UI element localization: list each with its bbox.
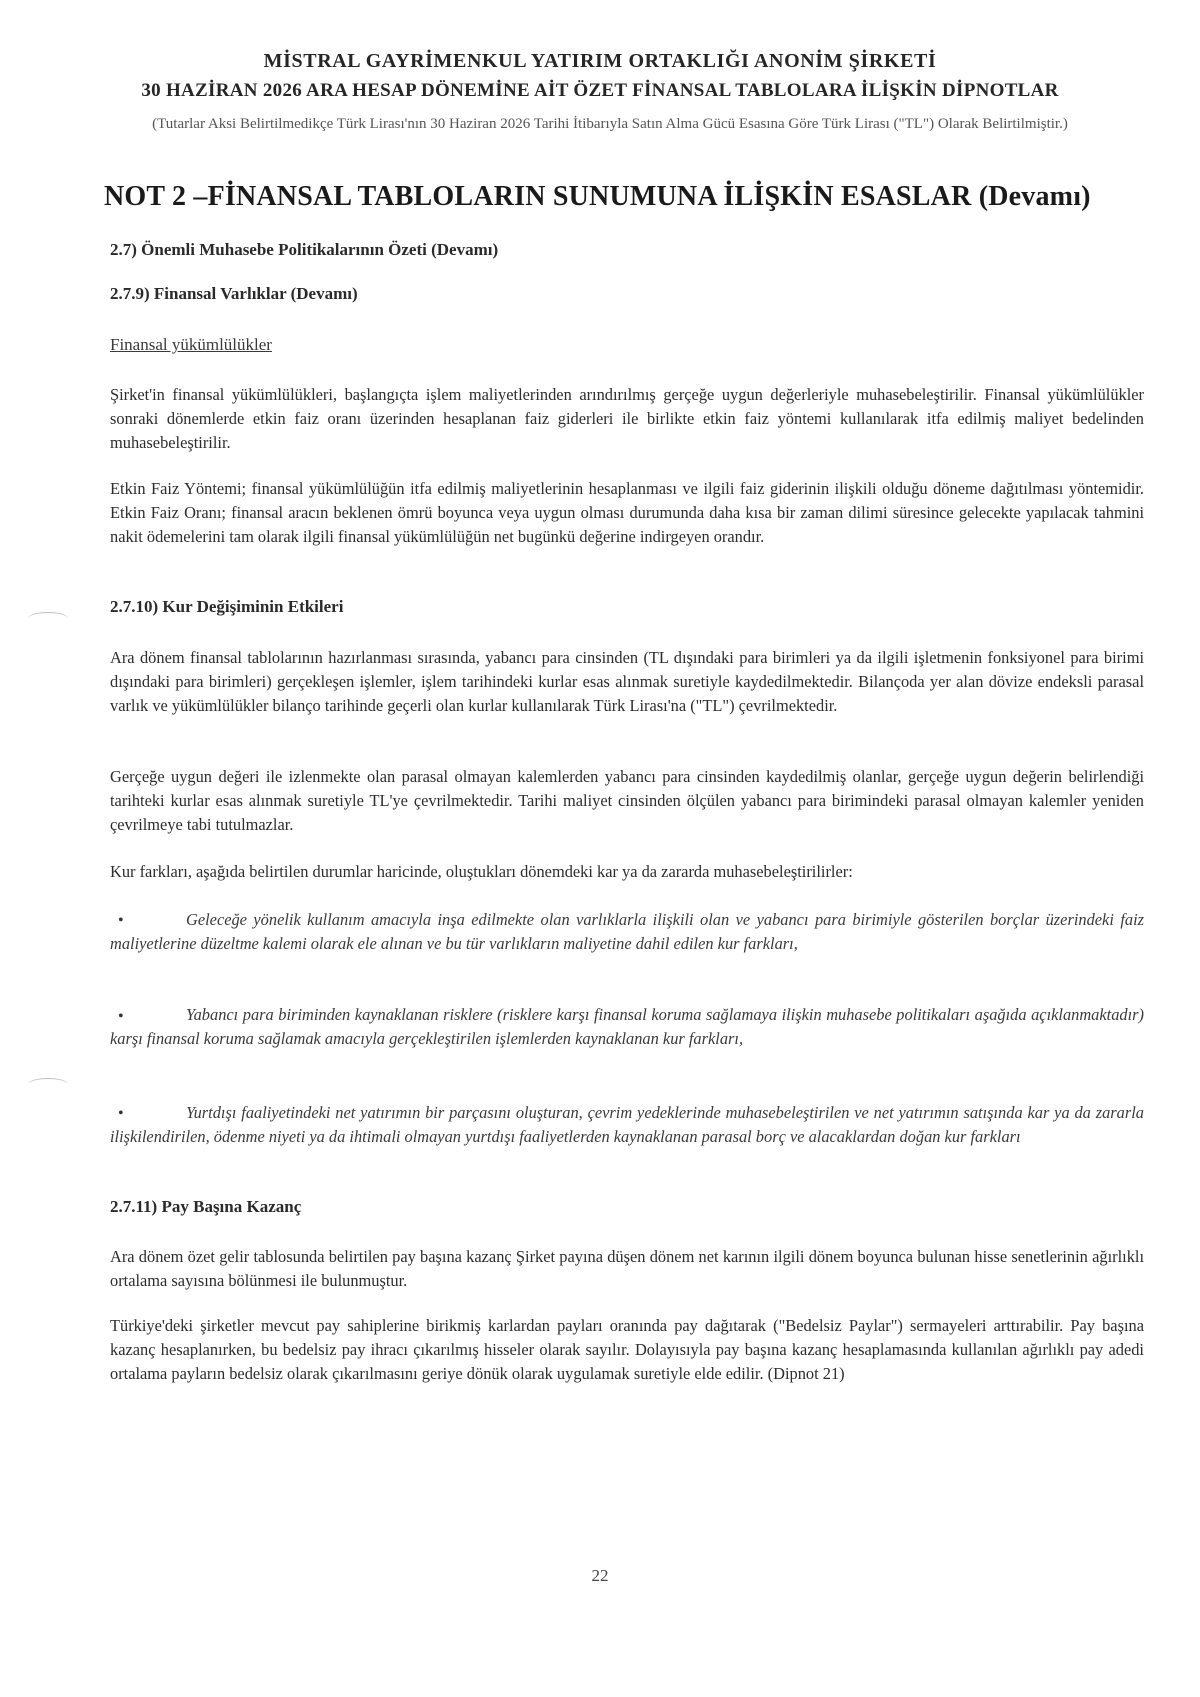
financial-liabilities-label: Finansal yükümlülükler xyxy=(110,335,272,354)
section-2-7-10-heading: 2.7.10) Kur Değişiminin Etkileri xyxy=(110,597,344,616)
paragraph-fx-nonmonetary: Gerçeğe uygun değeri ile izlenmekte olan parasal olmayan kalemlerden yabancı para cinsinden kaydedilmiş olanlar, gerçeğe uygun değerin belirlendiği tarihteki kurlar esas alınmak suretiyle TL'ye çevrilmektedir. Tarihi maliyet cinsinden ölçülen yabancı para birimindeki parasal olmayan kalemler yeniden çevrilmeye tabi tutulmazlar. xyxy=(110,767,1144,834)
section-2-7-9-heading: 2.7.9) Finansal Varlıklar (Devamı) xyxy=(110,284,358,303)
section-2-7-heading: 2.7) Önemli Muhasebe Politikalarının Özeti (Devamı) xyxy=(110,240,499,259)
paragraph-eps-calculation: Ara dönem özet gelir tablosunda belirtilen pay başına kazanç Şirket payına düşen dönem net karının ilgili dönem boyunca bulunan hisse senetlerinin ağırlıklı ortalama sayısına bölünmesi ile bulunmuştur. xyxy=(110,1247,1144,1290)
currency-note: (Tutarlar Aksi Belirtilmedikçe Türk Lirası'nın 30 Haziran 2026 Tarihi İtibarıyla Satın Alma Gücü Esasına Göre Türk Lirası ("TL") Olarak Belirtilmiştir.) xyxy=(152,116,1068,132)
bullet-3-icon: • xyxy=(118,1105,124,1122)
paragraph-fx-differences: Kur farkları, aşağıda belirtilen durumlar haricinde, oluştukları dönemdeki kar ya da zararda muhasebeleştirilirler: xyxy=(110,862,853,881)
bullet-2-icon: • xyxy=(118,1008,124,1025)
scan-mark xyxy=(28,612,68,625)
financial-liabilities-heading xyxy=(110,333,1144,357)
scan-mark xyxy=(28,1078,68,1091)
paragraph-financial-liabilities: Şirket'in finansal yükümlülükleri, başlangıçta işlem maliyetlerinden arındırılmış gerçeğe uygun değerleriyle muhasebeleştirilir. Finansal yükümlülükler sonraki dönemlerde etkin faiz oranı üzerinden hesaplanan faiz giderleri ile birlikte etkin faiz yöntemi kullanılarak itfa edilmiş maliyet bedelinden muhasebeleştirilir. xyxy=(110,385,1144,452)
section-2-7-11-heading: 2.7.11) Pay Başına Kazanç xyxy=(110,1197,302,1216)
bullet-1-text: Geleceğe yönelik kullanım amacıyla inşa edilmekte olan varlıklarla ilişkili olan ve yabancı para birimiyle gösterilen borçlar üzerindeki faiz maliyetlerine düzeltme kalemi olarak ele alınan ve bu tür varlıkların maliyetine dahil edilen kur farkları, xyxy=(110,910,1144,953)
paragraph-effective-interest: Etkin Faiz Yöntemi; finansal yükümlülüğün itfa edilmiş maliyetlerinin hesaplanması ve ilgili faiz giderinin ilişkili olduğu döneme dağıtılması yöntemidir. Etkin Faiz Oranı; finansal aracın beklenen ömrü boyunca veya uygun olması durumunda daha kısa bir zaman dilimi süresince gelecekte yapılacak tahmini nakit ödemelerini tam olarak ilgili finansal yükümlülüğün net bugünkü değerine indirgeyen orandır. xyxy=(110,479,1144,546)
report-subtitle: 30 HAZİRAN 2026 ARA HESAP DÖNEMİNE AİT ÖZET FİNANSAL TABLOLARA İLİŞKİN DİPNOTLAR xyxy=(141,80,1059,101)
note-title: NOT 2 –FİNANSAL TABLOLARIN SUNUMUNA İLİŞKİN ESASLAR (Devamı) xyxy=(104,181,1091,212)
paragraph-fx-transactions: Ara dönem finansal tablolarının hazırlanması sırasında, yabancı para cinsinden (TL dışındaki para birimleri ya da ilgili işletmenin fonksiyonel para birimi dışındaki para birimleri) gerçekleşen işlemler, işlem tarihindeki kurlar esas alınmak suretiyle kaydedilmektedir. Bilançoda yer alan dövize endeksli parasal varlık ve yükümlülükler bilanço tarihinde geçerli olan kurlar kullanılarak Türk Lirası'na ("TL") çevrilmektedir. xyxy=(110,648,1144,715)
paragraph-bonus-shares: Türkiye'deki şirketler mevcut pay sahiplerine birikmiş karlardan payları oranında pay dağıtarak ("Bedelsiz Paylar") sermayeleri arttırabilir. Pay başına kazanç hesaplanırken, bu bedelsiz pay ihracı çıkarılmış hisseler olarak sayılır. Dolayısıyla pay başına kazanç hesaplamasında kullanılan ağırlıklı pay adedi ortalama payların bedelsiz olarak çıkarılmasını geriye dönük olarak uygulamak suretiyle elde edilir. (Dipnot 21) xyxy=(110,1316,1144,1383)
company-name: MİSTRAL GAYRİMENKUL YATIRIM ORTAKLIĞI ANONİM ŞİRKETİ xyxy=(263,50,937,72)
bullet-3-text: Yurtdışı faaliyetindeki net yatırımın bir parçasını oluşturan, çevrim yedeklerinde muhasebeleştirilen ve net yatırımın satışında kar ya da zararla ilişkilendirilen, ödenme niyeti ya da ihtimali olmayan yurtdışı faaliyetlerden kaynaklanan parasal borç ve alacaklardan doğan kur farkları xyxy=(110,1103,1144,1146)
bullet-1-icon: • xyxy=(118,912,124,929)
page-number: 22 xyxy=(591,1566,609,1585)
bullet-2-text: Yabancı para biriminden kaynaklanan risklere (risklere karşı finansal koruma sağlamaya ilişkin muhasebe politikaları aşağıda açıklanmaktadır) karşı finansal koruma sağlamak amacıyla gerçekleştirilen işlemlerden kaynaklanan kur farkları, xyxy=(110,1005,1144,1048)
